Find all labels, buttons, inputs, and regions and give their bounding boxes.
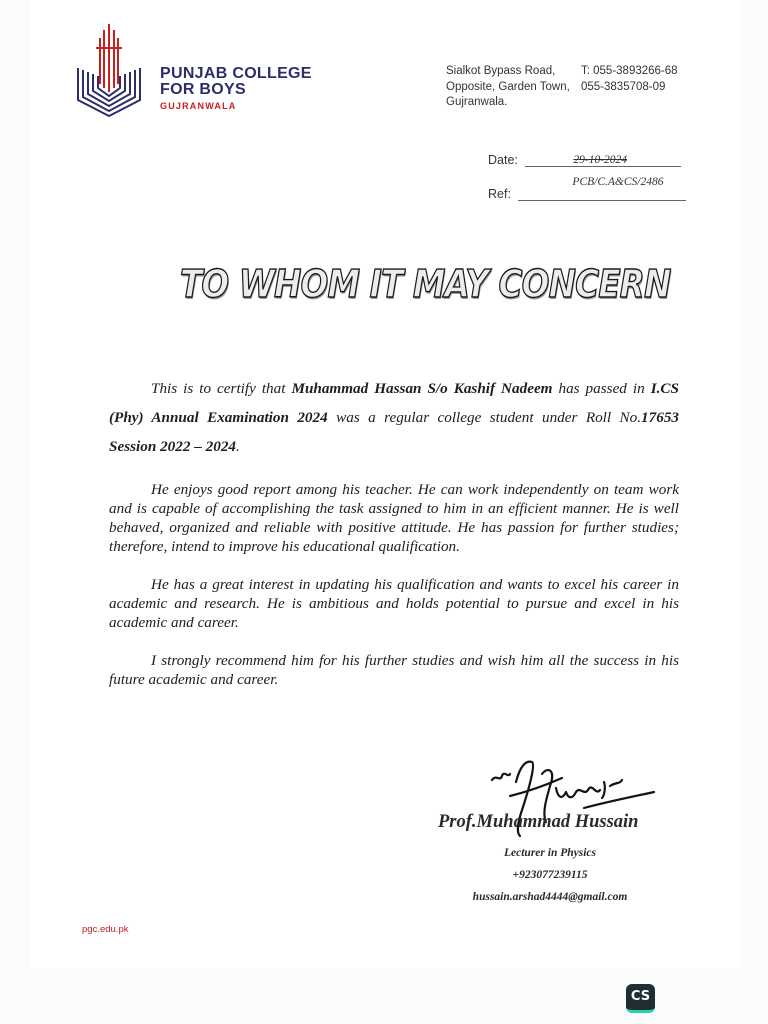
date-line [525,152,681,167]
interest-paragraph [109,575,679,632]
address-line: Gujranwala. [446,96,508,108]
signatory-name: Prof.Muhammad Hussain [438,812,639,832]
phone-number: T: 055-3893266-68 [581,65,678,77]
college-city: GUJRANWALA [160,101,237,111]
ref-label: Ref: [488,187,511,201]
signatory-phone: +923077239115 [512,869,588,881]
address-row [446,64,678,80]
certification-paragraph [109,374,679,461]
college-website: pgc.edu.pk [82,924,129,935]
pgc-tower-logo-icon [70,22,148,118]
date-field [488,152,681,167]
certify-text: . [236,438,240,455]
certify-text: This is to certify that [151,380,292,397]
roll-session: 17653 Session 2022 – 2024 [109,409,680,455]
address-line: Opposite, Garden Town, [446,80,570,93]
date-value: 29-10-2024 [573,154,628,166]
address-row [446,80,678,96]
signatory-designation: Lecturer in Physics [504,847,596,859]
ref-value: PCB/C.A&CS/2486 [572,176,664,188]
signatory-email: hussain.arshad4444@gmail.com [472,891,628,903]
camscanner-badge-icon: CS [626,984,655,1013]
address-line: Sialkot Bypass Road, [446,65,556,77]
student-name: Muhammad Hassan S/o Kashif Nadeem [291,380,553,397]
letter-heading: TO WHOM IT MAY CONCERN [180,262,671,306]
signatory-details [440,842,660,908]
college-name-line2: FOR BOYS [160,81,246,98]
character-paragraph [109,480,679,556]
certify-text: was a regular college student under Roll No. [327,409,642,426]
exam-name: I.CS (Phy) Annual Examination 2024 [109,380,679,426]
certify-text: has passed in [552,380,651,397]
phone-number: 055-3835708-09 [581,80,666,93]
paragraph-text: He enjoys good report among his teacher. He can work independently on team work and is capable of accomplishing the task assigned to him in an efficient manner. He is well behaved, organized and reliable with positive attitude. He has passion for further studies; therefore, intend to improve his educational qualification. [109,481,679,555]
recommendation-paragraph [109,651,679,689]
college-address-block [446,64,678,111]
date-label: Date: [488,153,518,167]
college-name-line1: PUNJAB COLLEGE [160,65,312,82]
address-row [446,95,678,111]
paragraph-text: I strongly recommend him for his further studies and wish him all the success in his future academic and career. [109,652,679,688]
ref-line [518,176,686,201]
college-logo-text [160,66,312,111]
paragraph-text: He has a great interest in updating his qualification and wants to excel his career in academic and research. He is ambitious and holds potential to pursue and excel in his academic and career. [109,576,679,631]
reference-field [488,176,686,201]
